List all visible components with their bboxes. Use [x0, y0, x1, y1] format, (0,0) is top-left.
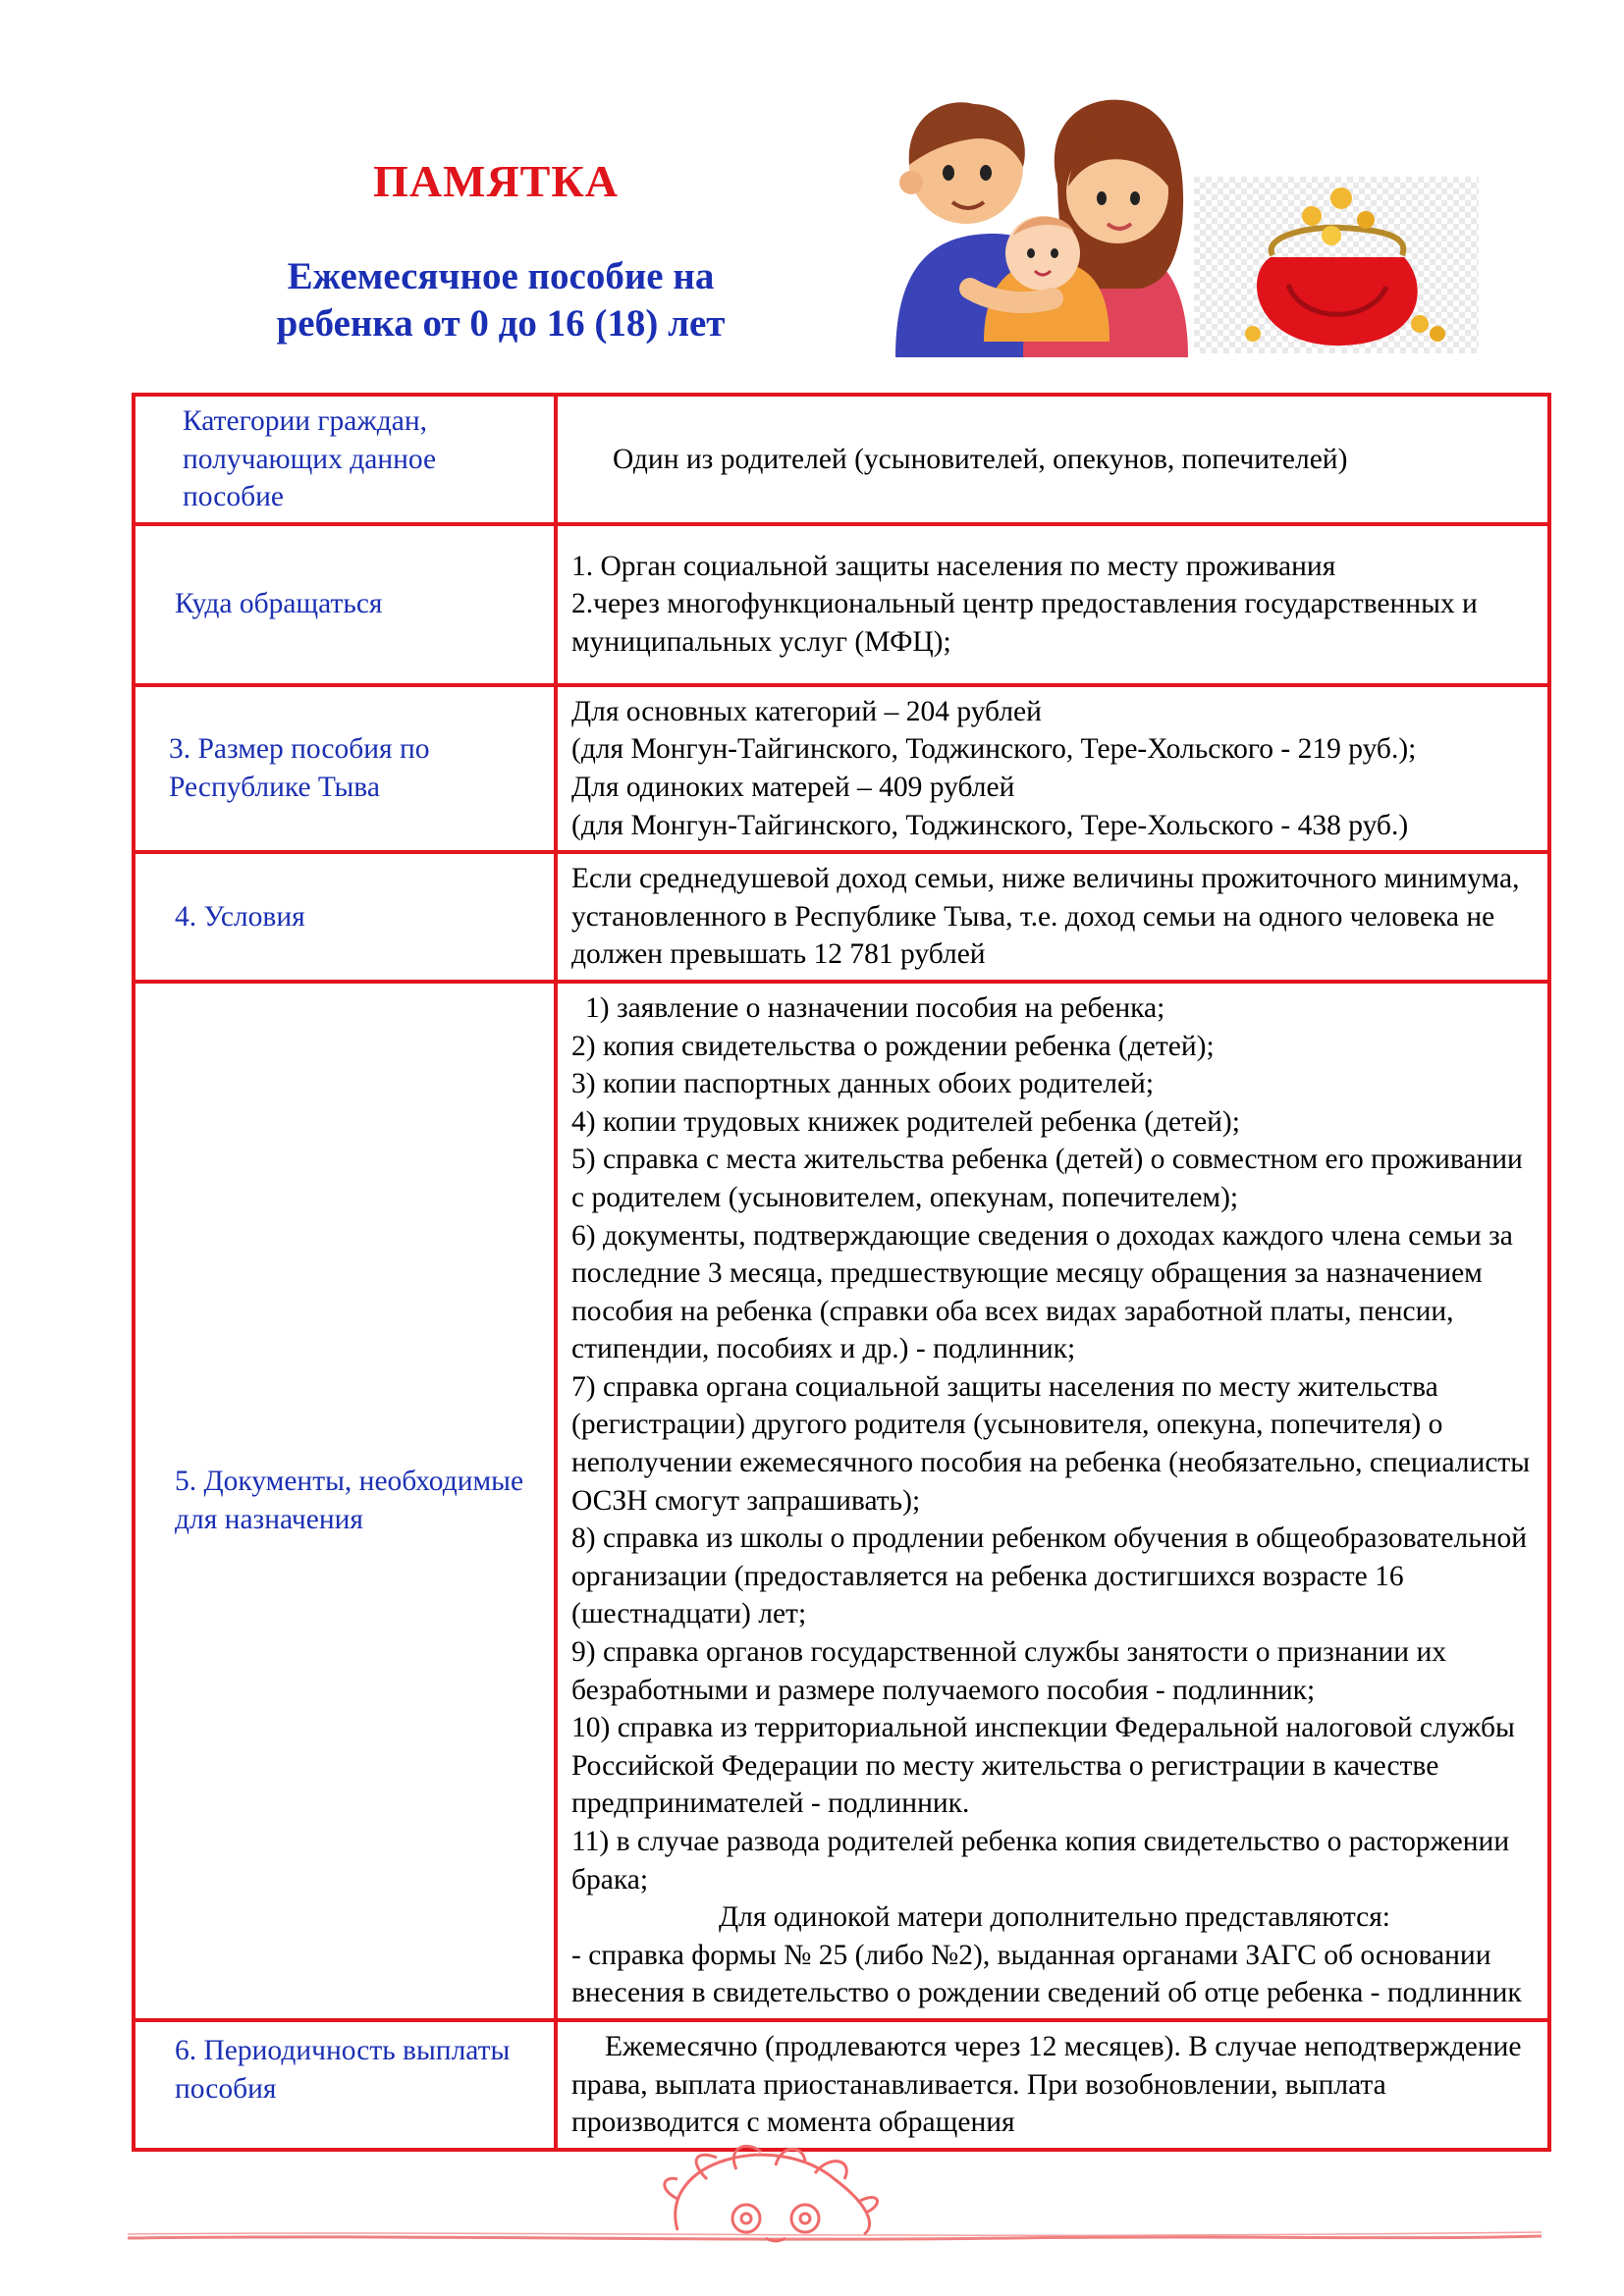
- single-mother-item: - справка формы № 25 (либо №2), выданная органами ЗАГС об основании внесения в свидетельство о рождении сведений об отце ребенка - подлинник: [571, 1939, 1522, 2009]
- family-illustration: [876, 96, 1188, 357]
- document-item: 7) справка органа социальной защиты населения по месту жительства (регистрации) другого родителя (усыновителя, опекуна, попечителя) о неполучении ежемесячного пособия на ребенка (необязательно, специалисты ОСЗН смогут запрашивать);: [571, 1370, 1531, 1517]
- document-item: 1) заявление о назначении пособия на ребенка;: [585, 991, 1165, 1024]
- subtitle-line-2: ребенка от 0 до 16 (18) лет: [276, 302, 726, 345]
- row-value: Один из родителей (усыновителей, опекунов, попечителей): [556, 395, 1549, 524]
- document-item: 6) документы, подтверждающие сведения о доходах каждого члена семьи за последние 3 месяца, предшествующие месяцу обращения за назначением пособия на ребенка (справки оба всех видах заработной платы, пенсии, стипендии, пособиях и др.) - подлинник;: [571, 1219, 1513, 1365]
- single-mother-heading: Для одинокой матери дополнительно представляются:: [718, 1901, 1391, 1934]
- document-item: 8) справка из школы о продлении ребенком обучения в общеобразовательной организации (предоставляется на ребенка достигшихся возрасте 16 (шестнадцати) лет;: [571, 1522, 1528, 1630]
- table-row: [134, 524, 1549, 685]
- document-item: 4) копии трудовых книжек родителей ребенка (детей);: [571, 1105, 1240, 1138]
- value-line: (для Монгун-Тайгинского, Тоджинского, Тере-Хольского - 219 руб.);: [571, 733, 1417, 766]
- row-label: 5. Документы, необходимые для назначения: [134, 982, 556, 2020]
- subtitle-line-1: Ежемесячное пособие на: [287, 255, 715, 297]
- row-value: [556, 524, 1549, 685]
- document-item: 11) в случае развода родителей ребенка копия свидетельство о расторжении брака;: [571, 1826, 1510, 1896]
- purse-illustration: [1194, 177, 1479, 353]
- page-title: ПАМЯТКА: [373, 156, 619, 206]
- table-row: [134, 395, 1549, 524]
- table-row: [134, 982, 1549, 2020]
- value-line: (для Монгун-Тайгинского, Тоджинского, Тере-Хольского - 438 руб.): [571, 809, 1409, 841]
- row-value: Если среднедушевой доход семьи, ниже величины прожиточного минимума, установленного в Республике Тыва, т.е. доход семьи на одного человека не должен превышать 12 781 рублей: [556, 852, 1549, 982]
- document-item: 2) копия свидетельства о рождении ребенка (детей);: [571, 1030, 1215, 1062]
- row-value: Ежемесячно (продлеваются через 12 месяцев). В случае неподтверждение права, выплата приостанавливается. При возобновлении, выплата производится с момента обращения: [556, 2020, 1549, 2150]
- document-item: 9) справка органов государственной службы занятости о признании их безработными и размере получаемого пособия - подлинник;: [571, 1636, 1446, 1706]
- page-subtitle: [226, 253, 776, 347]
- row-label: Категории граждан, получающих данное пособие: [134, 395, 556, 524]
- row-label: Куда обращаться: [134, 524, 556, 685]
- value-line: 1. Орган социальной защиты населения по месту проживания: [571, 550, 1336, 582]
- value-line: Для основных категорий – 204 рублей: [571, 695, 1042, 727]
- document-item: 3) копии паспортных данных обоих родителей;: [571, 1068, 1155, 1100]
- value-line: Для одиноких матерей – 409 рублей: [571, 771, 1015, 803]
- row-label: 4. Условия: [134, 852, 556, 982]
- table-row: [134, 852, 1549, 982]
- table-row: [134, 2020, 1549, 2150]
- benefit-info-table: [132, 393, 1551, 2152]
- value-line: 2.через многофункциональный центр предоставления государственных и муниципальных услуг (МФЦ);: [571, 588, 1478, 659]
- row-value: [556, 982, 1549, 2020]
- footer-doodle: [128, 2140, 1551, 2277]
- row-value: [556, 685, 1549, 852]
- table-row: [134, 685, 1549, 852]
- row-label: 3. Размер пособия по Республике Тыва: [134, 685, 556, 852]
- document-item: 5) справка с места жительства ребенка (детей) о совместном его проживании с родителем (усыновителем, опекунам, попечителем);: [571, 1144, 1523, 1213]
- row-label: 6. Периодичность выплаты пособия: [134, 2020, 556, 2150]
- document-item: 10) справка из территориальной инспекции Федеральной налоговой службы Российской Федерации по месту жительства о регистрации в качестве предпринимателей - подлинник.: [571, 1712, 1515, 1820]
